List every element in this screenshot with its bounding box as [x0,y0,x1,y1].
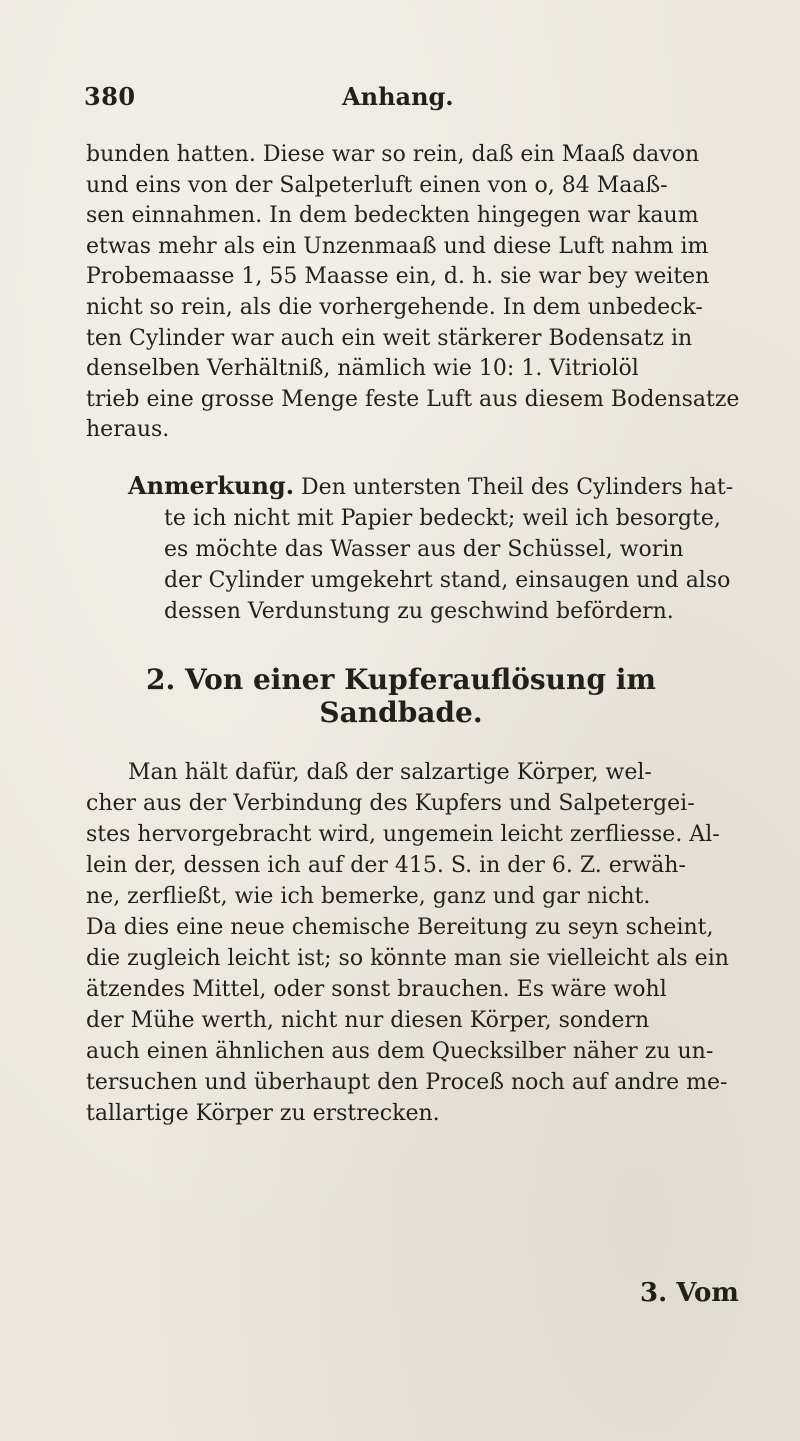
text-line: tallartige Körper zu erstrecken. [86,1100,440,1126]
text-line: Da dies eine neue chemische Bereitung zu seyn scheint, [86,914,714,940]
text-line: auch einen ähnlichen aus dem Quecksilber näher zu un- [86,1038,714,1064]
text-line: cher aus der Verbindung des Kupfers und Salpetergei- [86,790,695,816]
text-line: ätzendes Mittel, oder sonst brauchen. Es wäre wohl [86,976,667,1002]
running-head: Anhang. [342,82,454,111]
note-label: Anmerkung. [128,470,295,500]
text-line: Man hält dafür, daß der salzartige Körper, wel- [128,759,652,785]
text-line: trieb eine grosse Menge feste Luft aus diesem Bodensatze [86,386,740,412]
text-line: ne, zerfließt, wie ich bemerke, ganz und gar nicht. [86,883,651,909]
text-line: heraus. [86,417,170,443]
note-first-line [128,470,734,503]
paragraph-continued [86,140,740,446]
text-line: bunden hatten. Diese war so rein, daß ein Maaß davon [86,142,700,167]
text-line: der Mühe werth, nicht nur diesen Körper, sondern [86,1007,650,1033]
text-line: lein der, dessen ich auf der 415. S. in der 6. Z. erwäh- [86,852,686,878]
section-paragraph [86,757,729,1129]
text-line: stes hervorgebracht wird, ungemein leicht zerfliesse. Al- [86,821,720,847]
note-line: es möchte das Wasser aus der Schüssel, worin [164,536,684,562]
text-line: denselben Verhältniß, nämlich wie 10: 1. Vitriolöl [86,356,639,382]
page-header [84,82,724,122]
text-line: die zugleich leicht ist; so könnte man sie vielleicht als ein [86,945,729,971]
text-line: Probemaasse 1, 55 Maasse ein, d. h. sie war bey weiten [86,264,710,290]
text-line: nicht so rein, als die vorhergehende. In dem unbedeck- [86,294,703,320]
section-heading: 2. Von einer Kupferauflösung im Sandbade. [146,662,656,729]
page-body [86,140,740,1129]
catchword: 3. Vom [640,1278,739,1308]
note-line: te ich nicht mit Papier bedeckt; weil ich besorgte, [164,505,721,531]
page-number: 380 [84,82,136,111]
text-line: tersuchen und überhaupt den Proceß noch auf andre me- [86,1069,728,1095]
note-text: Den untersten Theil des Cylinders hat- [301,474,734,500]
text-line: ten Cylinder war auch ein weit stärkerer Bodensatz in [86,325,693,351]
text-line: und eins von der Salpeterluft einen von o, 84 Maaß- [86,172,668,198]
annotation-note [86,470,734,627]
note-line: dessen Verdunstung zu geschwind befördern. [164,598,674,624]
text-line: etwas mehr als ein Unzenmaaß und diese Luft nahm im [86,233,709,259]
note-line: der Cylinder umgekehrt stand, einsaugen und also [164,567,731,593]
text-line: sen einnahmen. In dem bedeckten hingegen war kaum [86,203,699,229]
